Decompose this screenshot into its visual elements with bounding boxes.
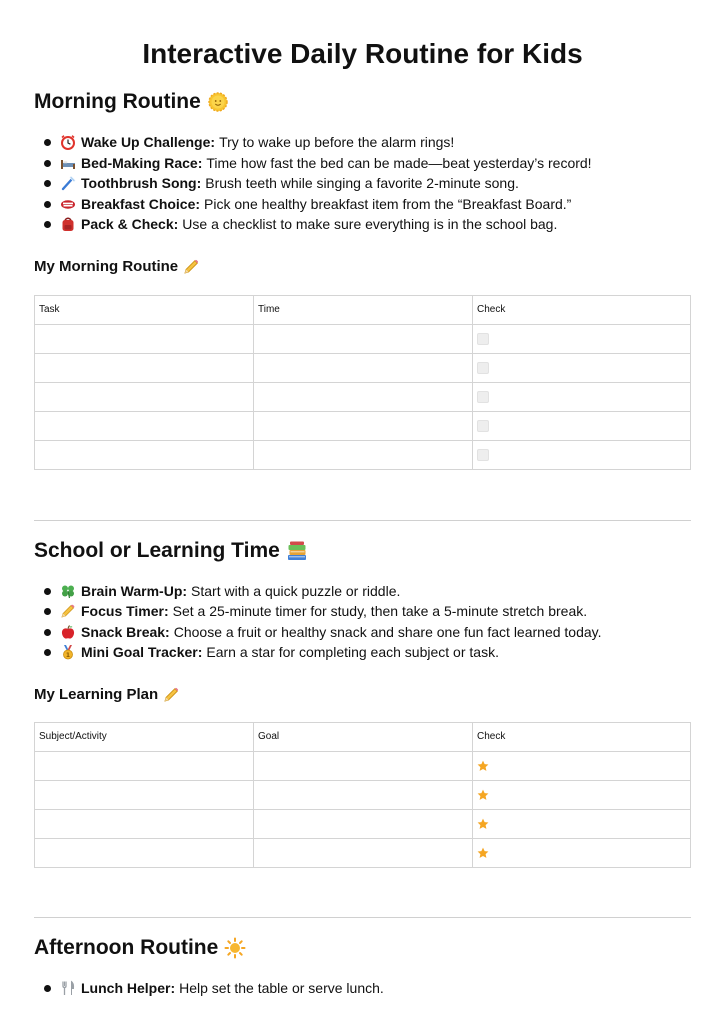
afternoon-section [34,934,691,999]
star-icon[interactable] [477,818,489,830]
list-item: Brain Warm-Up: Start with a quick puzzle or riddle. [60,581,691,602]
subject-cell[interactable] [35,751,254,780]
books-icon [286,540,308,562]
apple-icon [60,624,76,640]
clover-icon [60,583,76,599]
learning-plan-table [34,722,691,868]
morning-list [34,132,691,235]
list-item: Snack Break: Choose a fruit or healthy snack and share one fun fact learned today. [60,622,691,643]
alarm-clock-icon [60,134,76,150]
column-header: Task [35,295,254,324]
check-cell [473,440,691,469]
section-divider [34,917,691,918]
table-row [35,809,691,838]
svg-text:1: 1 [65,652,71,660]
morning-section [34,88,691,470]
star-icon[interactable] [477,847,489,859]
time-cell[interactable] [254,440,473,469]
subject-cell[interactable] [35,780,254,809]
pencil-icon [60,603,76,619]
toothbrush-icon [60,175,76,191]
time-cell[interactable] [254,382,473,411]
table-row [35,440,691,469]
table-header-row [35,722,691,751]
task-cell[interactable] [35,382,254,411]
goal-cell[interactable] [254,751,473,780]
star-icon[interactable] [477,789,489,801]
checkbox[interactable] [477,449,489,461]
list-item: Lunch Helper: Help set the table or serve lunch. [60,978,691,999]
learning-table-heading: My Learning Plan [34,685,691,705]
medal-icon [60,644,76,660]
column-header: Goal [254,722,473,751]
table-row [35,324,691,353]
morning-heading-text: Morning Routine [34,90,201,113]
table-row [35,411,691,440]
time-cell[interactable] [254,411,473,440]
afternoon-list [34,978,691,999]
time-cell[interactable] [254,353,473,382]
table-header-row [35,295,691,324]
list-item: 1 Mini Goal Tracker: Earn a star for completing each subject or task. [60,642,691,663]
checkbox[interactable] [477,391,489,403]
check-cell [473,809,691,838]
column-header: Time [254,295,473,324]
task-cell[interactable] [35,353,254,382]
morning-heading [34,88,691,116]
document-page [34,30,691,998]
check-cell [473,411,691,440]
check-cell [473,324,691,353]
pencil-icon [162,686,180,704]
school-heading [34,537,691,565]
check-cell [473,780,691,809]
backpack-icon [60,216,76,232]
column-header: Check [473,722,691,751]
subject-cell[interactable] [35,809,254,838]
check-cell [473,353,691,382]
list-item: Toothbrush Song: Brush teeth while singing a favorite 2-minute song. [60,173,691,194]
school-heading-text: School or Learning Time [34,538,280,562]
sun-face-icon [207,91,229,113]
list-item: Breakfast Choice: Pick one healthy breakfast item from the “Breakfast Board.” [60,194,691,215]
morning-table-heading: My Morning Routine [34,257,691,277]
list-item: Pack & Check: Use a checklist to make sure everything is in the school bag. [60,214,691,235]
bed-icon [60,155,76,171]
check-cell [473,751,691,780]
table-row [35,353,691,382]
checkbox[interactable] [477,420,489,432]
task-cell[interactable] [35,440,254,469]
table-row [35,838,691,867]
goal-cell[interactable] [254,780,473,809]
list-item: Focus Timer: Set a 25-minute timer for study, then take a 5-minute stretch break. [60,601,691,622]
page-title: Interactive Daily Routine for Kids [142,38,583,69]
table-row [35,751,691,780]
star-icon[interactable] [477,760,489,772]
table-row [35,780,691,809]
list-item: Bed-Making Race: Time how fast the bed can be made—beat yesterday’s record! [60,153,691,174]
column-header: Check [473,295,691,324]
time-cell[interactable] [254,324,473,353]
check-cell [473,382,691,411]
column-header: Subject/Activity [35,722,254,751]
list-item: Wake Up Challenge: Try to wake up before the alarm rings! [60,132,691,153]
subject-cell[interactable] [35,838,254,867]
pencil-icon [182,258,200,276]
afternoon-heading [34,934,691,962]
school-list [34,581,691,663]
morning-routine-table [34,295,691,470]
checkbox[interactable] [477,362,489,374]
sun-icon [224,937,246,959]
mouth-icon [60,196,76,212]
fork-knife-icon [60,980,76,996]
check-cell [473,838,691,867]
task-cell[interactable] [35,411,254,440]
task-cell[interactable] [35,324,254,353]
checkbox[interactable] [477,333,489,345]
goal-cell[interactable] [254,838,473,867]
goal-cell[interactable] [254,809,473,838]
afternoon-heading-text: Afternoon Routine [34,935,219,959]
table-row [35,382,691,411]
school-section [34,537,691,868]
section-divider [34,520,691,521]
